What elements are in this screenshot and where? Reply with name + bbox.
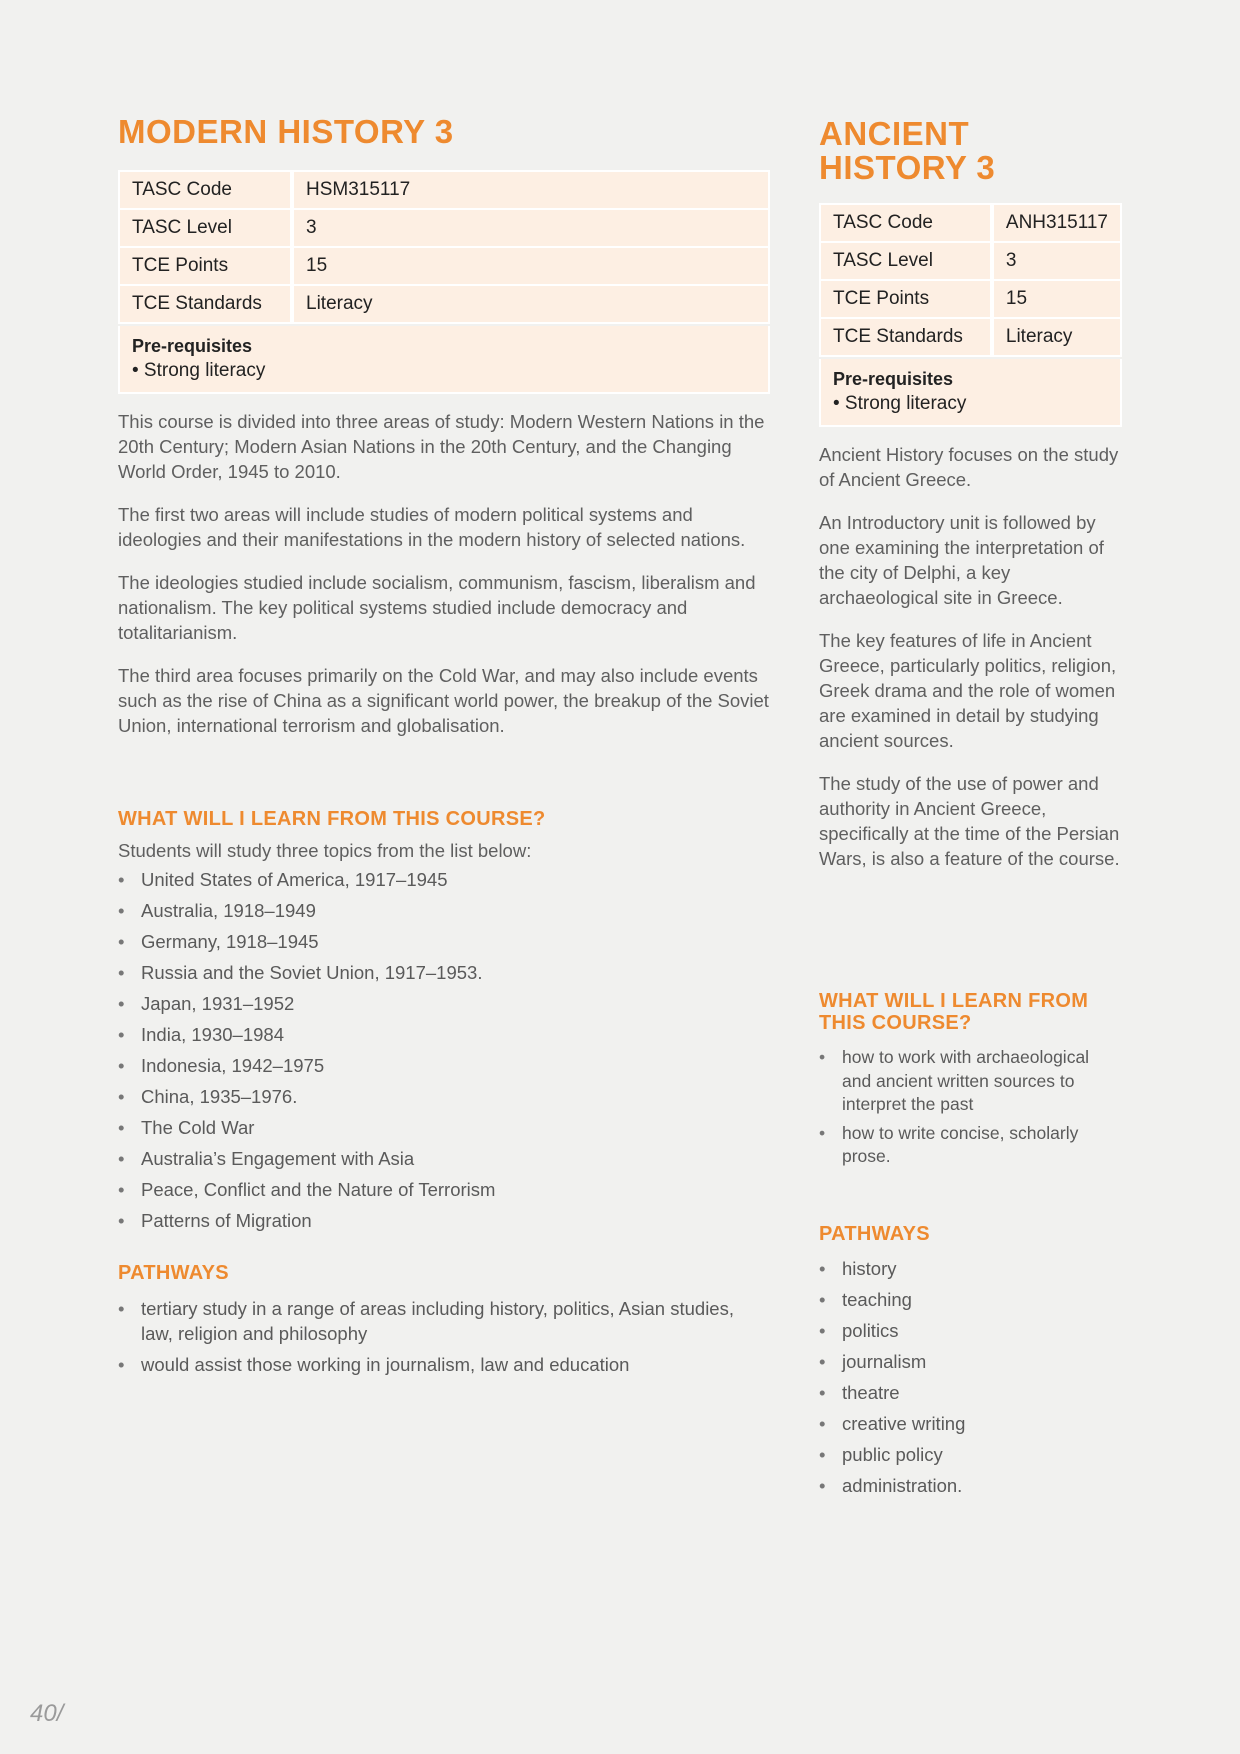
list-item: • United States of America, 1917–1945 <box>118 864 770 895</box>
prereq-title: Pre-requisites <box>833 369 954 389</box>
list-item: • Australia, 1918–1949 <box>118 895 770 926</box>
paragraph: The third area focuses primarily on the Cold War, and may also include events such as the rise of China as a significant world power, the breakup of the Soviet Union, international terrorism and globalisation. <box>118 665 769 736</box>
table-row <box>819 205 1122 241</box>
table-row <box>819 243 1122 279</box>
modern-pathways-heading: PATHWAYS <box>118 1262 229 1284</box>
paragraph: An Introductory unit is followed by one examining the interpretation of the city of Delphi, a key archaeological site in Greece. <box>819 512 1104 608</box>
list-item: • China, 1935–1976. <box>118 1081 770 1112</box>
list-item: • tertiary study in a range of areas including history, politics, Asian studies, law, religion and philosophy <box>118 1296 770 1346</box>
paragraph: The ideologies studied include socialism, communism, fascism, liberalism and nationalism. The key political systems studied include democracy and totalitarianism. <box>118 572 756 643</box>
list-item: • Patterns of Migration <box>118 1205 770 1236</box>
modern-topics-list <box>118 864 770 1236</box>
table-row <box>118 248 770 284</box>
paragraph: Ancient History focuses on the study of Ancient Greece. <box>819 444 1119 490</box>
row-key: TASC Level <box>819 243 992 279</box>
list-item: • politics <box>819 1315 1122 1346</box>
table-row <box>118 172 770 208</box>
ancient-learn-list <box>819 1046 1122 1174</box>
row-key: TASC Level <box>118 210 292 246</box>
table-row <box>819 319 1122 355</box>
modern-learn-intro: Students will study three topics from the list below: <box>118 840 532 861</box>
ancient-prerequisites <box>819 359 1122 427</box>
list-item: • Russia and the Soviet Union, 1917–1953. <box>118 957 770 988</box>
modern-description <box>118 409 770 756</box>
list-item: • The Cold War <box>118 1112 770 1143</box>
list-item: • history <box>819 1253 1122 1284</box>
row-value: ANH315117 <box>992 205 1122 241</box>
paragraph: The key features of life in Ancient Greece, particularly politics, religion, Greek drama and the role of women are examined in detail by studying ancient sources. <box>819 630 1117 751</box>
row-key: TCE Points <box>118 248 292 284</box>
title-line: HISTORY 3 <box>819 149 996 186</box>
ancient-info-table <box>819 203 1122 357</box>
list-item: • teaching <box>819 1284 1122 1315</box>
table-row <box>118 286 770 322</box>
ancient-history-title <box>819 117 1122 185</box>
row-value: Literacy <box>992 319 1122 355</box>
list-item: • public policy <box>819 1439 1122 1470</box>
paragraph: The first two areas will include studies of modern political systems and ideologies and their manifestations in the modern history of selected nations. <box>118 504 746 550</box>
page-number: 40/ <box>30 1700 64 1727</box>
ancient-learn-heading: WHAT WILL I LEARN FROM THIS COURSE? <box>819 990 1089 1034</box>
row-value: 15 <box>992 281 1122 317</box>
list-item: • Japan, 1931–1952 <box>118 988 770 1019</box>
list-item: • Germany, 1918–1945 <box>118 926 770 957</box>
list-item: • India, 1930–1984 <box>118 1019 770 1050</box>
list-item: • theatre <box>819 1377 1122 1408</box>
list-item: • how to work with archaeological and ancient written sources to interpret the past <box>819 1046 1122 1117</box>
modern-history-title: MODERN HISTORY 3 <box>118 113 454 150</box>
list-item: • Australia’s Engagement with Asia <box>118 1143 770 1174</box>
row-value: 15 <box>292 248 770 284</box>
row-key: TCE Points <box>819 281 992 317</box>
row-key: TCE Standards <box>118 286 292 322</box>
row-key: TCE Standards <box>819 319 992 355</box>
modern-info-table <box>118 170 770 324</box>
table-row <box>819 281 1122 317</box>
row-value: 3 <box>292 210 770 246</box>
ancient-description <box>819 442 1122 889</box>
list-item: • how to write concise, scholarly prose. <box>819 1122 1122 1169</box>
row-value: 3 <box>992 243 1122 279</box>
row-value: HSM315117 <box>292 172 770 208</box>
title-line: ANCIENT <box>819 115 970 152</box>
prereq-item: • Strong literacy <box>833 393 967 414</box>
modern-learn-heading: WHAT WILL I LEARN FROM THIS COURSE? <box>118 808 546 830</box>
list-item: • Indonesia, 1942–1975 <box>118 1050 770 1081</box>
list-item: • Peace, Conflict and the Nature of Terrorism <box>118 1174 770 1205</box>
row-key: TASC Code <box>118 172 292 208</box>
ancient-pathways-heading: PATHWAYS <box>819 1223 930 1245</box>
ancient-pathways-list <box>819 1253 1122 1501</box>
paragraph: The study of the use of power and authority in Ancient Greece, specifically at the time of the Persian Wars, is also a feature of the course. <box>819 773 1120 869</box>
prereq-title: Pre-requisites <box>132 336 253 356</box>
row-key: TASC Code <box>819 205 992 241</box>
list-item: • creative writing <box>819 1408 1122 1439</box>
table-row <box>118 210 770 246</box>
list-item: • journalism <box>819 1346 1122 1377</box>
list-item: • administration. <box>819 1470 1122 1501</box>
paragraph: This course is divided into three areas of study: Modern Western Nations in the 20th Century; Modern Asian Nations in the 20th Century, and the Changing World Order, 1945 to 2010. <box>118 411 765 482</box>
list-item: • would assist those working in journalism, law and education <box>118 1352 770 1377</box>
modern-pathways-list <box>118 1296 770 1383</box>
prereq-item: • Strong literacy <box>132 360 266 381</box>
modern-prerequisites <box>118 326 770 394</box>
row-value: Literacy <box>292 286 770 322</box>
